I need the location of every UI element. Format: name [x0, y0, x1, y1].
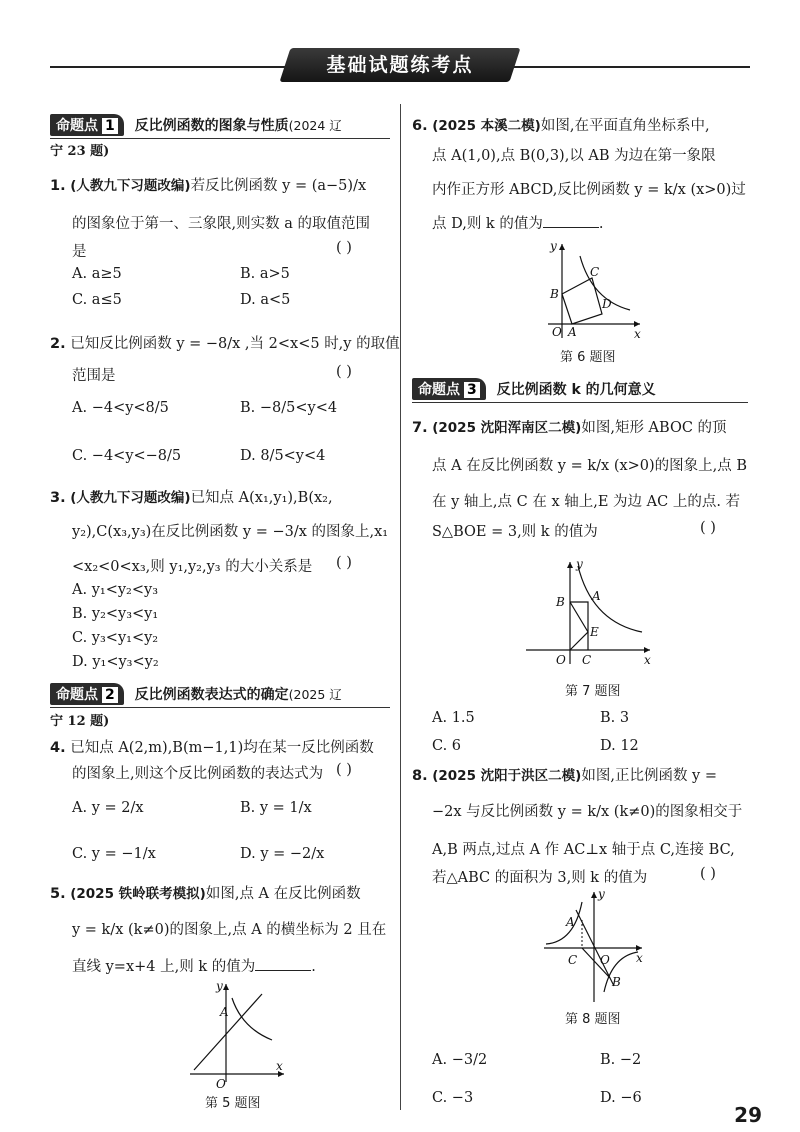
- svg-text:x: x: [644, 653, 651, 667]
- q4-option-b[interactable]: B. y = 1/x: [240, 800, 312, 816]
- q8-line2: −2x 与反比例函数 y = k/x (k≠0)的图象相交于: [432, 804, 743, 820]
- svg-text:A: A: [566, 915, 575, 929]
- svg-text:B: B: [612, 975, 621, 989]
- svg-text:O: O: [600, 953, 610, 967]
- svg-text:A: A: [592, 589, 601, 603]
- svg-text:y: y: [598, 887, 605, 901]
- q1-line2: 的图象位于第一、三象限,则实数 a 的取值范围: [72, 216, 370, 232]
- q8-line4: 若△ABC 的面积为 3,则 k 的值为: [432, 870, 648, 886]
- q1-option-a[interactable]: A. a≥5: [72, 266, 122, 282]
- svg-text:x: x: [634, 327, 641, 341]
- q7-line3: 在 y 轴上,点 C 在 x 轴上,E 为边 AC 上的点. 若: [432, 494, 741, 510]
- svg-text:B: B: [556, 595, 565, 609]
- svg-text:C: C: [568, 953, 578, 967]
- q1-line3: 是: [72, 244, 87, 260]
- svg-text:A: A: [220, 1005, 229, 1019]
- svg-text:x: x: [276, 1059, 283, 1073]
- q6-answer-blank[interactable]: [543, 215, 599, 228]
- section-1-note: (2024 辽: [288, 118, 342, 133]
- section-3-header: [412, 378, 748, 403]
- q1-option-b[interactable]: B. a>5: [240, 266, 290, 282]
- q5-caption: 第 5 题图: [205, 1096, 261, 1111]
- svg-text:C: C: [582, 653, 592, 667]
- q7-option-b[interactable]: B. 3: [600, 710, 630, 726]
- q6-line1: 6. (2025 本溪二模)如图,在平面直角坐标系中,: [412, 118, 710, 134]
- q3-option-b[interactable]: B. y₂<y₃<y₁: [72, 606, 159, 622]
- q7-answer-paren: ( ): [700, 520, 716, 536]
- q2-line2: 范围是: [72, 368, 116, 384]
- header-rule-left: [50, 66, 295, 68]
- q8-caption: 第 8 题图: [565, 1012, 621, 1027]
- q6-caption: 第 6 题图: [560, 350, 616, 365]
- q5-line2: y = k/x (k≠0)的图象上,点 A 的横坐标为 2 且在: [72, 922, 387, 938]
- q1-option-d[interactable]: D. a<5: [240, 292, 291, 308]
- section-1-header: [50, 114, 390, 139]
- q2-answer-paren: ( ): [336, 364, 352, 380]
- svg-text:O: O: [556, 653, 566, 667]
- svg-text:y: y: [216, 979, 223, 993]
- q6-line2: 点 A(1,0),点 B(0,3),以 AB 为边在第一象限: [432, 148, 716, 164]
- q3-option-d[interactable]: D. y₁<y₃<y₂: [72, 654, 159, 670]
- q6-line4: 点 D,则 k 的值为 .: [432, 216, 604, 232]
- q7-line4: S△BOE = 3,则 k 的值为: [432, 524, 598, 540]
- q2-option-a[interactable]: A. −4<y<8/5: [72, 400, 169, 416]
- q1-option-c[interactable]: C. a≤5: [72, 292, 122, 308]
- q3-answer-paren: ( ): [336, 555, 352, 571]
- column-divider: [400, 104, 401, 1110]
- q8-line1: 8. (2025 沈阳于洪区二模)如图,正比例函数 y =: [412, 768, 718, 784]
- svg-text:A: A: [568, 325, 577, 339]
- q6-figure: [540, 238, 650, 343]
- svg-text:C: C: [590, 265, 600, 279]
- q7-option-a[interactable]: A. 1.5: [432, 710, 475, 726]
- q4-option-c[interactable]: C. y = −1/x: [72, 846, 156, 862]
- section-2-title: 反比例函数表达式的确定: [134, 687, 289, 703]
- svg-text:B: B: [550, 287, 559, 301]
- svg-text:O: O: [216, 1077, 226, 1088]
- q1-answer-paren: ( ): [336, 240, 352, 256]
- section-1-note-cont: 宁 23 题): [50, 144, 110, 159]
- q8-option-b[interactable]: B. −2: [600, 1052, 642, 1068]
- q3-option-a[interactable]: A. y₁<y₂<y₃: [72, 582, 159, 598]
- q5-answer-blank[interactable]: [255, 958, 311, 971]
- q8-option-d[interactable]: D. −6: [600, 1090, 642, 1106]
- q8-line3: A,B 两点,过点 A 作 AC⊥x 轴于点 C,连接 BC,: [432, 842, 735, 858]
- svg-text:x: x: [636, 951, 643, 965]
- q5-figure: [180, 978, 290, 1088]
- q2-option-b[interactable]: B. −8/5<y<4: [240, 400, 338, 416]
- q3-line2: y₂),C(x₃,y₃)在反比例函数 y = −3/x 的图象上,x₁: [72, 524, 389, 540]
- q8-option-c[interactable]: C. −3: [432, 1090, 474, 1106]
- q2-option-d[interactable]: D. 8/5<y<4: [240, 448, 326, 464]
- page-title: 基础试题练考点: [326, 54, 474, 76]
- q7-rectangle: [570, 602, 588, 650]
- section-1-tag: 命题点 1: [50, 114, 124, 136]
- q7-option-c[interactable]: C. 6: [432, 738, 462, 754]
- svg-text:O: O: [552, 325, 562, 339]
- q8-option-a[interactable]: A. −3/2: [432, 1052, 488, 1068]
- q6-line3: 内作正方形 ABCD,反比例函数 y = k/x (x>0)过: [432, 182, 746, 198]
- section-3-tag: 命题点 3: [412, 378, 486, 400]
- q5-line3: 直线 y=x+4 上,则 k 的值为 .: [72, 959, 316, 975]
- svg-text:E: E: [590, 625, 599, 639]
- page-number: 29: [734, 1103, 762, 1127]
- q7-option-d[interactable]: D. 12: [600, 738, 639, 754]
- q4-option-a[interactable]: A. y = 2/x: [72, 800, 144, 816]
- q4-line1: 4. 已知点 A(2,m),B(m−1,1)均在某一反比例函数: [50, 740, 374, 756]
- section-1-title: 反比例函数的图象与性质: [134, 118, 289, 134]
- q2-line1: 2. 已知反比例函数 y = −8/x ,当 2<x<5 时,y 的取值: [50, 336, 400, 352]
- q8-answer-paren: ( ): [700, 866, 716, 882]
- section-3-title: 反比例函数 k 的几何意义: [496, 382, 656, 398]
- q5-line1: 5. (2025 铁岭联考模拟)如图,点 A 在反比例函数: [50, 886, 361, 902]
- section-2-note: (2025 辽: [288, 687, 342, 702]
- q4-answer-paren: ( ): [336, 762, 352, 778]
- q2-option-c[interactable]: C. −4<y<−8/5: [72, 448, 182, 464]
- q3-line1: 3. (人教九下习题改编)已知点 A(x₁,y₁),B(x₂,: [50, 490, 333, 506]
- q8-hyperbola-left: [546, 902, 582, 944]
- q4-option-d[interactable]: D. y = −2/x: [240, 846, 325, 862]
- q7-triangle: [570, 602, 588, 650]
- q7-caption: 第 7 题图: [565, 684, 621, 699]
- q3-line3: <x₂<0<x₃,则 y₁,y₂,y₃ 的大小关系是: [72, 559, 313, 575]
- q4-line2: 的图象上,则这个反比例函数的表达式为: [72, 766, 324, 782]
- q3-option-c[interactable]: C. y₃<y₁<y₂: [72, 630, 159, 646]
- q7-figure: [520, 556, 660, 671]
- svg-text:D: D: [602, 297, 612, 311]
- q7-line2: 点 A 在反比例函数 y = k/x (x>0)的图象上,点 B: [432, 458, 748, 474]
- section-2-note-cont: 宁 12 题): [50, 714, 110, 729]
- q6-square: [562, 278, 602, 324]
- header-rule-right: [505, 66, 750, 68]
- svg-text:y: y: [550, 239, 557, 253]
- section-2-header: [50, 683, 390, 708]
- svg-text:y: y: [576, 557, 583, 571]
- q7-line1: 7. (2025 沈阳浑南区二模)如图,矩形 ABOC 的顶: [412, 420, 727, 436]
- q1-line1: 1. (人教九下习题改编)若反比例函数 y = (a−5)/x: [50, 178, 367, 194]
- section-2-tag: 命题点 2: [50, 683, 124, 705]
- q8-figure: [538, 886, 648, 1004]
